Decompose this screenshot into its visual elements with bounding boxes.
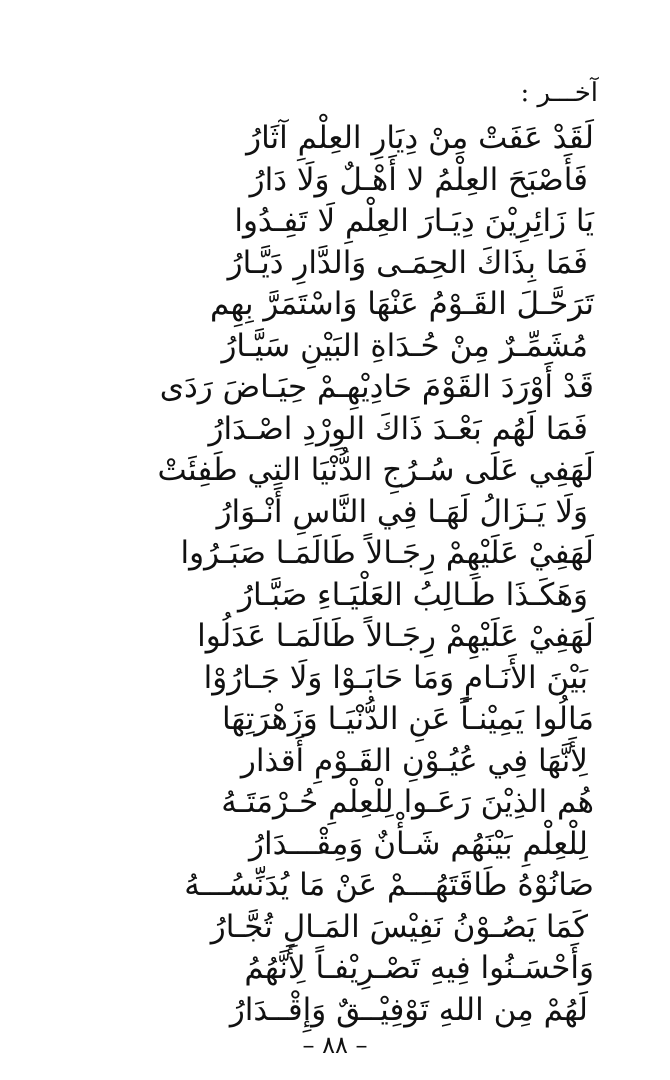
verse-line-14: بَيْنَ الأَنَـامِ وَمَا حَابَـوْا وَلَا جَـارُوْا — [203, 659, 588, 696]
verse-line-4: فَمَا بِذَاكَ الحِمَـى وَالدَّارِ دَيَّـارُ — [227, 244, 588, 281]
verse-line-22: لَهُمْ مِن اللهِ تَوْفِيْــقٌ وَإِقْــدَارُ — [229, 991, 588, 1028]
verse-line-6: مُشَمِّـرٌ مِنْ حُـدَاةِ البَيْنِ سَيَّـارُ — [221, 327, 588, 364]
verse-line-11: لَهَفِيْ عَلَيْهِمْ رِجَـالاً طَالَمَـا صَبَـرُوا — [180, 535, 594, 571]
verse-line-10: وَلَا يَـزَالُ لَهَـا فِي النَّاسِ أَنْـوَارُ — [216, 493, 588, 530]
verse-line-18: لِلْعِلْمِ بَيْنَهُم شَـأْنٌ وَمِقْـــدَارُ — [248, 825, 588, 862]
verse-line-20: كَمَا يَصُـوْنُ نَفِيْسَ المَـالِ تُجَّـارُ — [210, 908, 588, 945]
verse-line-7: قَدْ أَوْرَدَ القَوْمَ حَادِيْهِـمْ حِيَـاضَ رَدَى — [159, 369, 594, 405]
section-heading: آخـــر : — [520, 78, 598, 108]
verse-line-9: لَهَفِي عَلَى سُـرُجِ الدُّنْيَا التِي طَفِئَتْ — [157, 452, 594, 488]
verse-line-13: لَهَفِيْ عَلَيْهِمْ رِجَـالاً طَالَمَـا عَدَلُوا — [197, 618, 594, 654]
verse-line-17: هُم الذِيْنَ رَعَـوا لِلْعِلْمِ حُـرْمَتَـهُ — [221, 784, 594, 820]
verse-line-19: صَانُوْهُ طَاقَتَهُـــمْ عَنْ مَا يُدَنِّسُـــهُ — [184, 867, 594, 903]
verse-line-5: تَرَحَّـلَ القَـوْمُ عَنْهَا وَاسْتَمَرَّ بِهِم — [210, 286, 594, 322]
verse-line-21: وَأَحْسَـنُوا فِيهِ تَصْـرِيْفـاً لِأَنَّهُمُ — [244, 950, 594, 986]
verse-line-3: يَا زَائِرِيْنَ دِيَـارَ العِلْمِ لَا تَفِـدُوا — [234, 203, 594, 239]
verse-line-8: فَمَا لَهُم بَعْـدَ ذَاكَ الوِرْدِ اصْـدَارُ — [208, 410, 588, 447]
verse-line-16: لِأَنَّهَا فِي عُيُـوْنِ القَـوْمِ أَقذار — [240, 742, 588, 779]
verse-line-1: لَقَدْ عَفَتْ مِنْ دِيَارِ العِلْمِ آثَارُ — [246, 120, 594, 156]
page-number: – ٨٨ – — [302, 1031, 368, 1059]
verse-line-2: فَأَصْبَحَ العِلْمُ لا أَهْـلٌ وَلَا دَارُ — [249, 161, 588, 198]
verse-line-15: مَالُوا يَمِيْنـاً عَنِ الدُّنْيَـا وَزَهْرَتِهَا — [221, 701, 594, 737]
verse-line-12: وَهَكَـذَا طَـالِبُ العَلْيَـاءِ صَبَّـارُ — [238, 576, 588, 613]
